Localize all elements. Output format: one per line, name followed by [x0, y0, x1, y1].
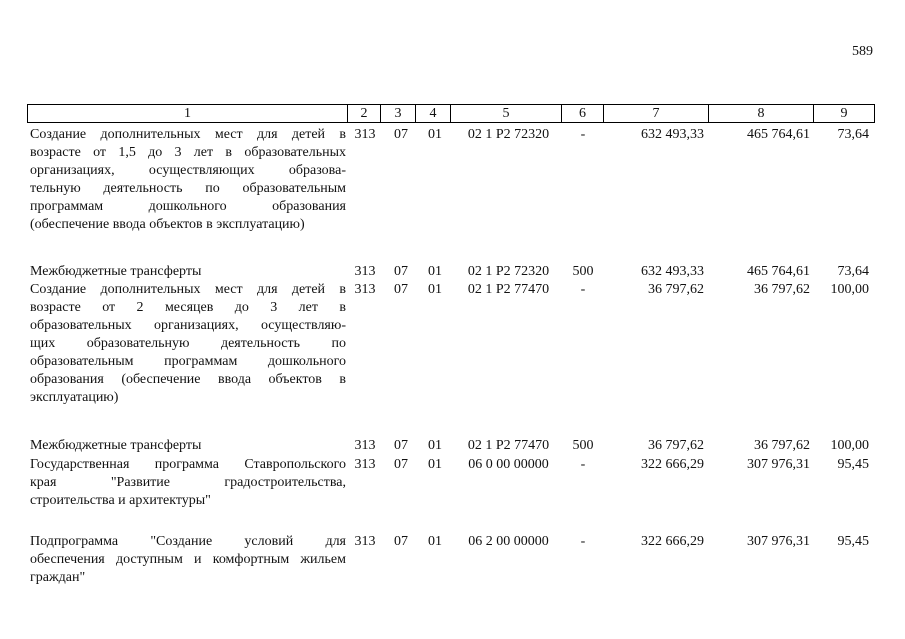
chapter-code: 313 [354, 264, 376, 279]
subsection-code: 01 [428, 264, 442, 279]
planned-amount: 322 666,29 [641, 457, 704, 472]
column-header-6: 6 [562, 105, 604, 123]
expense-type-code: 500 [572, 264, 594, 279]
executed-amount: 465 764,61 [747, 127, 810, 142]
expense-type-code: - [580, 127, 586, 142]
row-description [30, 437, 346, 455]
expense-type-code: 500 [572, 438, 594, 453]
description-line: граждан" [30, 570, 86, 585]
description-line: обеспечения доступным и комфортным жильем [30, 552, 346, 567]
row-description [30, 456, 346, 510]
column-header-row [27, 104, 875, 123]
description-line: Создание дополнительных мест для детей в [30, 282, 346, 297]
subsection-code: 01 [428, 457, 442, 472]
subsection-code: 01 [428, 534, 442, 549]
column-header-9: 9 [814, 105, 875, 123]
description-line: Межбюджетные трансферты [30, 264, 202, 279]
planned-amount: 322 666,29 [641, 534, 704, 549]
description-line: (обеспечение ввода объектов в эксплуатацию) [30, 217, 305, 232]
section-code: 07 [394, 127, 408, 142]
description-line: края "Развитие градостроительства, [30, 475, 346, 490]
description-line: тельную деятельность по образовательным [30, 181, 346, 196]
expense-type-code: - [580, 282, 586, 297]
description-line: Подпрограмма "Создание условий для [30, 534, 346, 549]
execution-percent: 100,00 [830, 282, 869, 297]
chapter-code: 313 [354, 282, 376, 297]
column-header-8: 8 [709, 105, 814, 123]
planned-amount: 36 797,62 [648, 438, 704, 453]
executed-amount: 36 797,62 [754, 282, 810, 297]
chapter-code: 313 [354, 438, 376, 453]
section-code: 07 [394, 264, 408, 279]
target-article-code: 06 0 00 00000 [468, 457, 549, 472]
section-code: 07 [394, 438, 408, 453]
executed-amount: 465 764,61 [747, 264, 810, 279]
expense-type-code: - [580, 457, 586, 472]
row-description [30, 126, 346, 234]
chapter-code: 313 [354, 457, 376, 472]
target-article-code: 02 1 P2 77470 [467, 282, 550, 297]
planned-amount: 632 493,33 [641, 264, 704, 279]
chapter-code: 313 [354, 127, 376, 142]
executed-amount: 307 976,31 [747, 457, 810, 472]
section-code: 07 [394, 534, 408, 549]
description-line: возрасте от 1,5 до 3 лет в образовательных [30, 145, 346, 160]
expense-type-code: - [580, 534, 586, 549]
execution-percent: 73,64 [837, 127, 869, 142]
description-line: строительства и архитектуры" [30, 493, 211, 508]
description-line: Межбюджетные трансферты [30, 438, 202, 453]
section-code: 07 [394, 457, 408, 472]
execution-percent: 100,00 [830, 438, 869, 453]
execution-percent: 73,64 [837, 264, 869, 279]
subsection-code: 01 [428, 127, 442, 142]
description-line: образования (обеспечение ввода объектов в [30, 372, 346, 387]
subsection-code: 01 [428, 282, 442, 297]
column-header-1: 1 [28, 105, 348, 123]
planned-amount: 632 493,33 [641, 127, 704, 142]
target-article-code: 02 1 P2 72320 [467, 127, 550, 142]
description-line: Государственная программа Ставропольского [30, 457, 346, 472]
description-line: организациях, осуществляющих образова- [30, 163, 346, 178]
column-header-7: 7 [604, 105, 709, 123]
row-description [30, 281, 346, 407]
planned-amount: 36 797,62 [648, 282, 704, 297]
row-description [30, 533, 346, 587]
description-line: эксплуатацию) [30, 390, 119, 405]
execution-percent: 95,45 [837, 534, 869, 549]
description-line: щих образовательную деятельность по [30, 336, 346, 351]
description-line: Создание дополнительных мест для детей в [30, 127, 346, 142]
column-header-5: 5 [451, 105, 562, 123]
target-article-code: 02 1 P2 72320 [467, 264, 550, 279]
chapter-code: 313 [354, 534, 376, 549]
column-header-3: 3 [381, 105, 416, 123]
executed-amount: 36 797,62 [754, 438, 810, 453]
column-header-2: 2 [348, 105, 381, 123]
description-line: программам дошкольного образования [30, 199, 346, 214]
row-description [30, 263, 346, 281]
description-line: образовательных организациях, осуществляю- [30, 318, 346, 333]
executed-amount: 307 976,31 [747, 534, 810, 549]
target-article-code: 02 1 P2 77470 [467, 438, 550, 453]
target-article-code: 06 2 00 00000 [468, 534, 549, 549]
description-line: возрасте от 2 месяцев до 3 лет в [30, 300, 346, 315]
description-line: образовательным программам дошкольного [30, 354, 346, 369]
page-number: 589 [852, 44, 873, 59]
subsection-code: 01 [428, 438, 442, 453]
section-code: 07 [394, 282, 408, 297]
column-header-4: 4 [416, 105, 451, 123]
execution-percent: 95,45 [837, 457, 869, 472]
